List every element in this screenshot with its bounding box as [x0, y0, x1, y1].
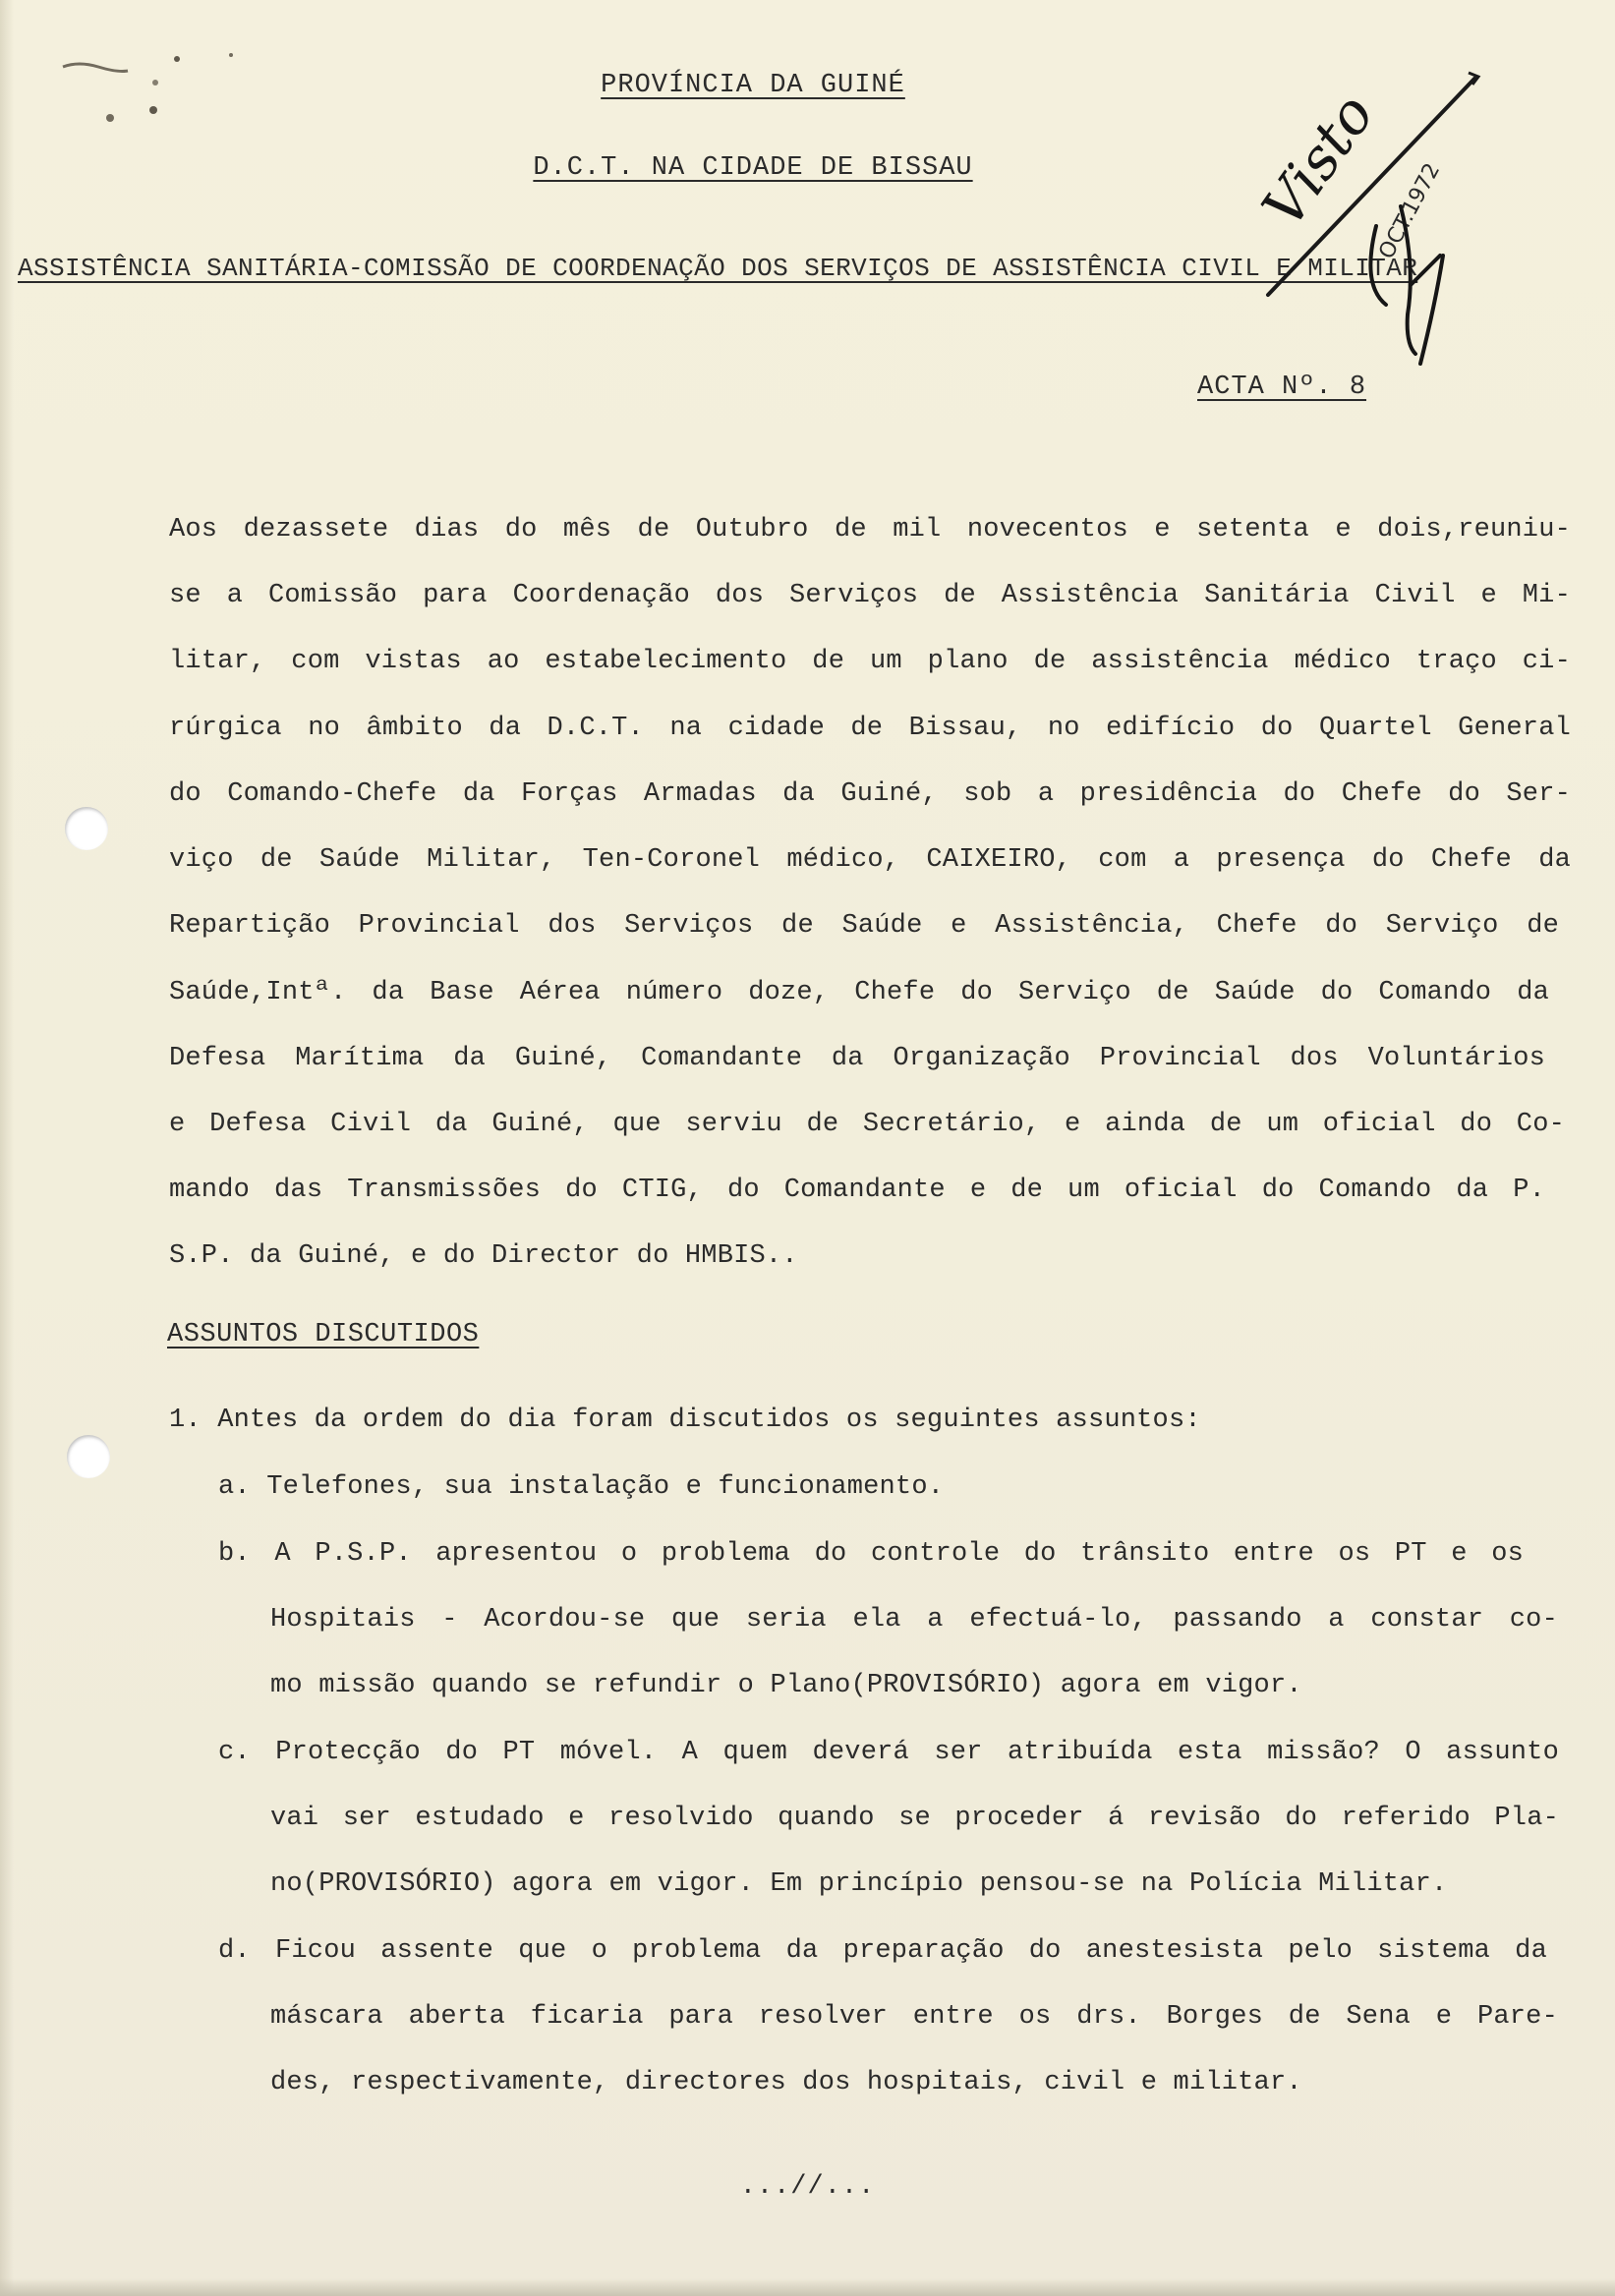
item-line: c. Protecção do PT móvel. A quem deverá ser atribuída esta missão? O assunto [218, 1738, 1559, 1767]
visto-handwritten-annotation [1229, 59, 1524, 383]
item-line: máscara aberta ficaria para resolver entre os drs. Borges de Sena e Pare- [270, 2002, 1558, 2032]
punch-hole [65, 807, 108, 850]
body-line: viço de Saúde Militar, Ten-Coronel médico, CAIXEIRO, com a presença do Chefe da [169, 845, 1571, 875]
body-line: e Defesa Civil da Guiné, que serviu de Secretário, e ainda de um oficial do Co- [169, 1110, 1565, 1139]
item-line: no(PROVISÓRIO) agora em vigor. Em princípio pensou-se na Polícia Militar. [270, 1869, 1448, 1899]
item-line: b. A P.S.P. apresentou o problema do controle do trânsito entre os PT e os [218, 1539, 1524, 1569]
acta-number: ACTA Nº. 8 [1197, 373, 1367, 402]
visto-signature [1249, 82, 1387, 239]
item-line: vai ser estudado e resolvido quando se proceder á revisão do referido Pla- [270, 1804, 1559, 1833]
item-line: Hospitais - Acordou-se que seria ela a efectuá-lo, passando a constar co- [270, 1605, 1558, 1635]
section-title: ASSUNTOS DISCUTIDOS [167, 1320, 480, 1349]
item-line: d. Ficou assente que o problema da preparação do anestesista pelo sistema da [218, 1936, 1547, 1966]
item-line: mo missão quando se refundir o Plano(PROVISÓRIO) agora em vigor. [270, 1671, 1302, 1700]
body-line: rúrgica no âmbito da D.C.T. na cidade de Bissau, no edifício do Quartel General [169, 714, 1571, 743]
page-edge-shadow [0, 0, 14, 2296]
header-dct: D.C.T. NA CIDADE DE BISSAU [533, 153, 973, 183]
item-line: des, respectivamente, directores dos hospitais, civil e militar. [270, 2068, 1302, 2097]
item-line: 1. Antes da ordem do dia foram discutidos os seguintes assuntos: [169, 1406, 1201, 1435]
body-line: litar, com vistas ao estabelecimento de um plano de assistência médico traço ci- [169, 647, 1571, 676]
punch-hole [67, 1435, 110, 1478]
body-line: se a Comissão para Coordenação dos Serviços de Assistência Sanitária Civil e Mi- [169, 581, 1571, 610]
svg-text:OCT.1972: OCT.1972 [1374, 159, 1446, 263]
header-commission: ASSISTÊNCIA SANITÁRIA-COMISSÃO DE COORDENAÇÃO DOS SERVIÇOS DE ASSISTÊNCIA CIVIL E MILITAR [18, 254, 1418, 283]
body-line: Saúde,Intª. da Base Aérea número doze, Chefe do Serviço de Saúde do Comando da [169, 978, 1549, 1007]
body-line: Repartição Provincial dos Serviços de Saúde e Assistência, Chefe do Serviço de [169, 911, 1559, 941]
page-continuation-mark: ...//... [739, 2172, 876, 2202]
page-bottom-shadow [0, 2278, 1615, 2296]
header-province: PROVÍNCIA DA GUINÉ [601, 71, 905, 100]
body-line: Defesa Marítima da Guiné, Comandante da Organização Provincial dos Voluntários [169, 1044, 1545, 1073]
body-line: do Comando-Chefe da Forças Armadas da Guiné, sob a presidência do Chefe do Ser- [169, 779, 1571, 809]
body-line: mando das Transmissões do CTIG, do Comandante e de um oficial do Comando da P. [169, 1176, 1545, 1205]
body-line: S.P. da Guiné, e do Director do HMBIS.. [169, 1241, 798, 1271]
svg-text:Visto: Visto [1248, 82, 1388, 240]
item-line: a. Telefones, sua instalação e funcionamento. [218, 1472, 945, 1502]
body-line: Aos dezassete dias do mês de Outubro de mil novecentos e setenta e dois,reuniu- [169, 515, 1571, 545]
